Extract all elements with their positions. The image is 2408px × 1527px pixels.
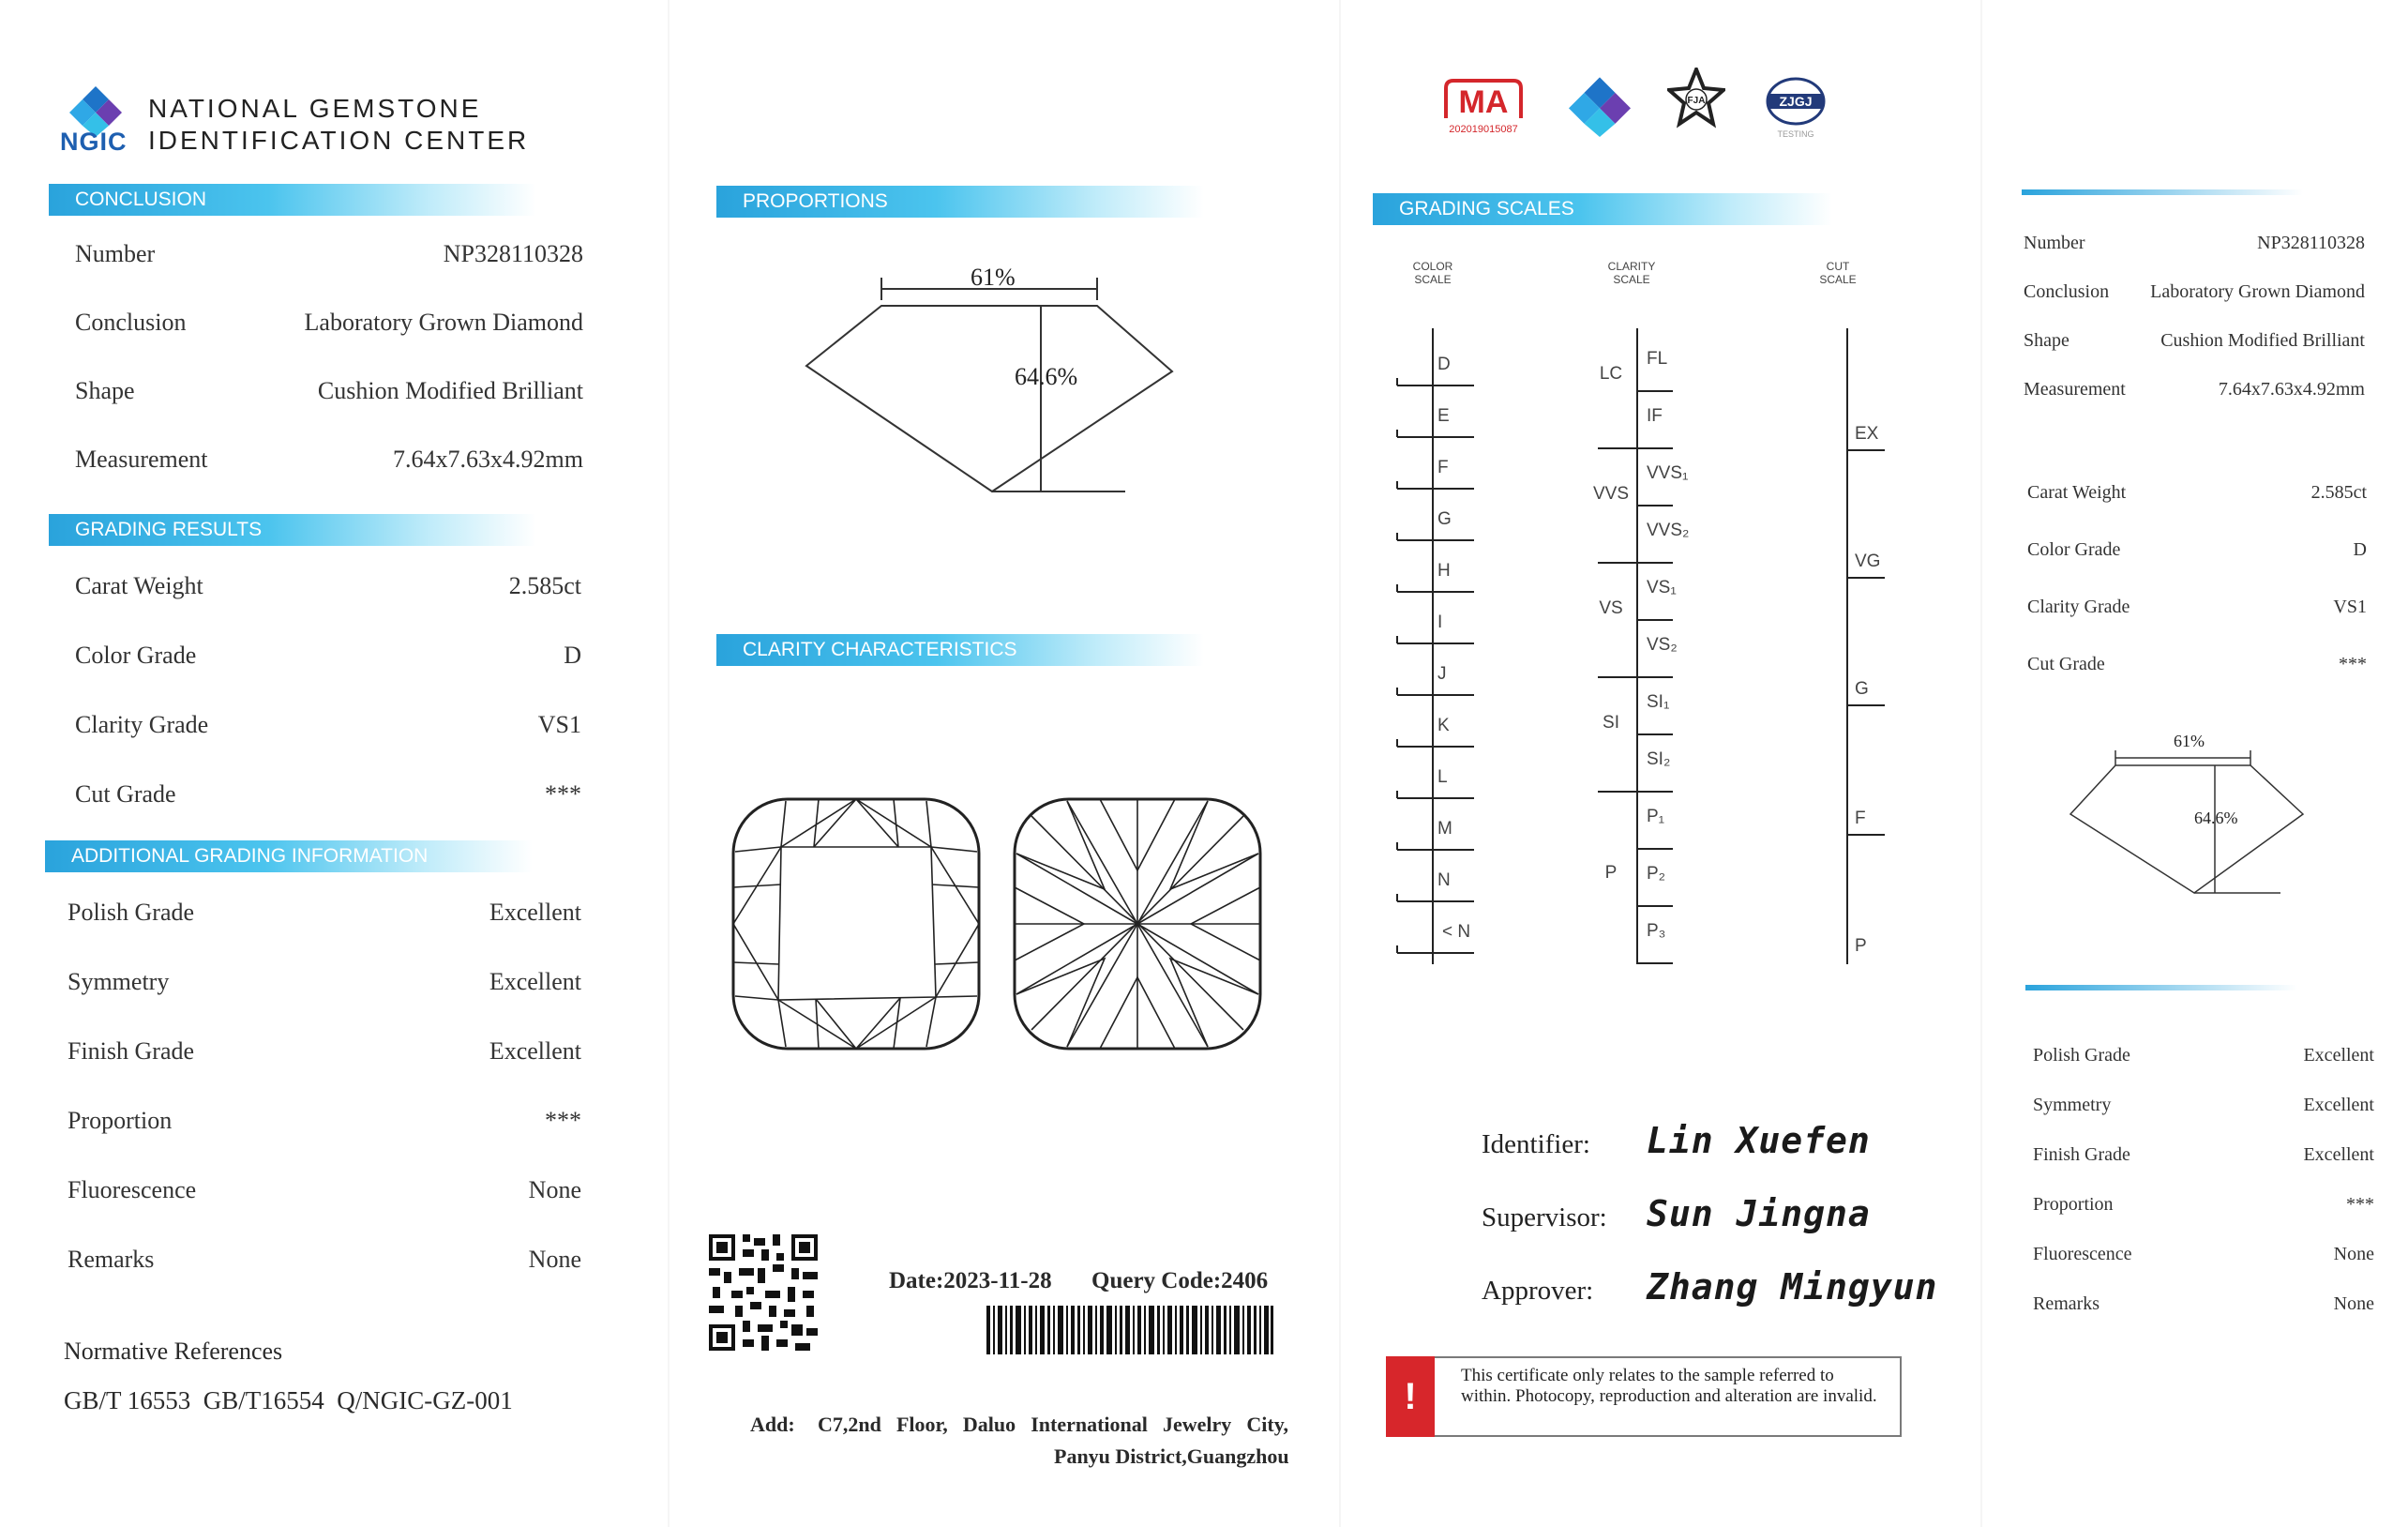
cut-grade-label: F [1855, 809, 1866, 828]
fold-line [1339, 0, 1341, 1527]
additional-info-label: Remarks [68, 1246, 155, 1273]
grading-result-value: 2.585ct [508, 572, 581, 599]
clarity-grade-label: P₂ [1647, 864, 1666, 884]
clarity-grade-label: VVS₁ [1647, 463, 1689, 483]
org-name-line2: IDENTIFICATION CENTER [148, 126, 530, 155]
color-grade-label: < N [1442, 922, 1471, 942]
scale-title: SCALE [1613, 273, 1650, 286]
pavilion-view-diagram [1011, 795, 1266, 1054]
fold-line [668, 0, 670, 1527]
clarity-characteristics-bar: CLARITY CHARACTERISTICS [716, 634, 1204, 666]
summary-mid-rule [2025, 985, 2297, 990]
clarity-grade-label: SI₁ [1647, 692, 1670, 712]
summary-grade-label: Cut Grade [2027, 654, 2105, 674]
summary-top-row [2024, 281, 2365, 311]
cut-grade-label: VG [1855, 552, 1881, 571]
summary-finish-label: Remarks [2033, 1293, 2100, 1314]
grading-result-label: Color Grade [75, 642, 197, 669]
conclusion-label: Number [75, 240, 156, 267]
summary-finish-value: Excellent [2303, 1045, 2374, 1066]
org-name-line1: NATIONAL GEMSTONE [148, 94, 482, 123]
clarity-grade-label: VS₁ [1647, 578, 1677, 597]
summary-depth-percent: 64.6% [2194, 809, 2238, 827]
summary-top-value: NP328110328 [2257, 233, 2365, 253]
signature-role: Supervisor: [1482, 1202, 1607, 1232]
cma-seal-icon [1440, 75, 1527, 128]
summary-grade-value: *** [2339, 654, 2367, 674]
summary-finish-value: None [2333, 1244, 2374, 1264]
additional-info-row [68, 1107, 581, 1137]
notice-box [1386, 1356, 1902, 1437]
clarity-grade-label: SI₂ [1647, 749, 1671, 769]
color-grade-label: F [1437, 458, 1449, 477]
grading-scales-chart [1388, 253, 1885, 975]
clarity-group-label: P [1604, 863, 1618, 883]
additional-info-row [68, 899, 581, 929]
summary-finish-label: Finish Grade [2033, 1144, 2130, 1165]
additional-info-label: Proportion [68, 1107, 173, 1134]
summary-finish-row [2033, 1045, 2374, 1075]
grading-result-row [75, 572, 581, 602]
barcode [986, 1306, 1273, 1354]
conclusion-row [75, 377, 583, 407]
additional-info-value: Excellent [489, 1037, 581, 1065]
conclusion-value: Cushion Modified Brilliant [317, 377, 583, 404]
summary-top-row [2024, 330, 2365, 360]
table-percent: 61% [971, 264, 1016, 291]
grading-result-value: VS1 [537, 711, 581, 738]
clarity-grade-label: IF [1647, 406, 1663, 426]
summary-grade-label: Clarity Grade [2027, 597, 2130, 617]
additional-info-label: Finish Grade [68, 1037, 195, 1065]
conclusion-value: 7.64x7.63x4.92mm [393, 446, 583, 473]
summary-grade-label: Carat Weight [2027, 482, 2127, 503]
conclusion-label: Conclusion [75, 309, 187, 336]
normative-title: Normative References [64, 1338, 283, 1365]
clarity-group-label: VS [1599, 598, 1623, 618]
summary-table-percent: 61% [2174, 732, 2205, 750]
additional-info-bar: ADDITIONAL GRADING INFORMATION [45, 840, 533, 872]
normative-refs: GB/T 16553 GB/T16554 Q/NGIC-GZ-001 [64, 1386, 513, 1414]
summary-grade-row [2027, 597, 2367, 627]
grading-result-value: *** [545, 780, 581, 808]
query-code: Query Code:2406 [1091, 1268, 1269, 1293]
grading-result-row [75, 642, 581, 672]
clarity-group-label: SI [1603, 713, 1619, 733]
fja-text: FJA [1687, 96, 1706, 106]
conclusion-row [75, 446, 583, 476]
summary-grade-value: VS1 [2333, 597, 2367, 617]
additional-info-row [68, 1246, 581, 1276]
summary-top-label: Conclusion [2024, 281, 2110, 302]
org-abbr: NGIC [60, 128, 128, 156]
summary-finish-row [2033, 1144, 2374, 1174]
color-grade-label: D [1437, 355, 1451, 374]
grading-result-row [75, 780, 581, 810]
issue-date: Date:2023-11-28 [889, 1268, 1052, 1293]
ngic-diamond-logo-icon [1564, 75, 1635, 137]
summary-finish-label: Fluorescence [2033, 1244, 2132, 1264]
warning-icon: ! [1386, 1356, 1435, 1437]
signature-name: Sun Jingna [1647, 1193, 1871, 1234]
conclusion-value: Laboratory Grown Diamond [304, 309, 583, 336]
clarity-grade-label: VS₂ [1647, 635, 1678, 655]
fold-line [1980, 0, 1982, 1527]
color-grade-label: K [1437, 716, 1450, 735]
summary-top-label: Measurement [2024, 379, 2126, 400]
notice-text: This certificate only relates to the sample referred to within. Photocopy, reproduction and alteration are invalid. [1461, 1366, 1877, 1406]
zjgj-logo-icon [1763, 75, 1829, 143]
summary-grade-row [2027, 539, 2367, 569]
additional-info-value: *** [545, 1107, 581, 1134]
summary-finish-label: Proportion [2033, 1194, 2114, 1215]
address-label: Add: [750, 1413, 795, 1436]
color-grade-label: M [1437, 819, 1452, 839]
summary-grade-row [2027, 654, 2367, 684]
grading-results-bar: GRADING RESULTS [49, 514, 536, 546]
address-line2: Panyu District,Guangzhou [1054, 1444, 1289, 1468]
summary-top-row [2024, 233, 2365, 263]
color-grade-label: J [1437, 664, 1447, 684]
summary-top-value: 7.64x7.63x4.92mm [2218, 379, 2365, 400]
conclusion-row [75, 240, 583, 270]
summary-top-value: Laboratory Grown Diamond [2150, 281, 2365, 302]
conclusion-row [75, 309, 583, 339]
grading-result-label: Carat Weight [75, 572, 203, 599]
grading-result-row [75, 711, 581, 741]
scale-title: SCALE [1819, 273, 1857, 286]
scale-title: CUT [1826, 260, 1850, 273]
summary-finish-row [2033, 1244, 2374, 1274]
conclusion-label: Measurement [75, 446, 208, 473]
signature-role: Identifier: [1482, 1129, 1590, 1159]
clarity-grade-label: VVS₂ [1647, 521, 1690, 540]
summary-finish-value: None [2333, 1293, 2374, 1314]
color-grade-label: G [1437, 509, 1452, 529]
additional-info-value: Excellent [489, 899, 581, 926]
cma-text: MA [1458, 84, 1509, 120]
scale-title: SCALE [1414, 273, 1452, 286]
conclusion-value: NP328110328 [443, 240, 583, 267]
additional-info-label: Fluorescence [68, 1176, 197, 1203]
cut-grade-label: EX [1855, 424, 1879, 444]
grading-result-label: Clarity Grade [75, 711, 209, 738]
qr-code [709, 1234, 818, 1351]
additional-info-value: None [528, 1246, 581, 1273]
summary-finish-label: Polish Grade [2033, 1045, 2130, 1066]
additional-info-value: Excellent [489, 968, 581, 995]
summary-grade-row [2027, 482, 2367, 512]
conclusion-bar: CONCLUSION [49, 184, 536, 216]
clarity-group-label: LC [1599, 364, 1623, 384]
cut-grade-label: P [1855, 936, 1867, 956]
summary-top-rule [2022, 189, 2303, 195]
signature-name: Zhang Mingyun [1647, 1266, 1938, 1308]
fja-star-icon [1667, 68, 1725, 129]
summary-finish-value: *** [2346, 1194, 2374, 1215]
cma-number: 202019015087 [1449, 124, 1518, 135]
color-grade-label: L [1437, 767, 1448, 787]
summary-top-value: Cushion Modified Brilliant [2160, 330, 2365, 351]
clarity-grade-label: FL [1647, 349, 1668, 369]
scale-title: CLARITY [1607, 260, 1656, 273]
depth-percent: 64.6% [1015, 363, 1078, 390]
zjgj-text: ZJGJ [1779, 94, 1813, 109]
summary-finish-label: Symmetry [2033, 1095, 2112, 1115]
summary-finish-value: Excellent [2303, 1095, 2374, 1115]
clarity-grade-label: P₁ [1647, 807, 1665, 826]
grading-result-label: Cut Grade [75, 780, 176, 808]
summary-grade-value: D [2353, 539, 2367, 560]
grading-result-value: D [564, 642, 581, 669]
clarity-group-label: VVS [1592, 484, 1630, 504]
summary-finish-row [2033, 1194, 2374, 1224]
cut-grade-label: G [1855, 679, 1869, 699]
color-grade-label: I [1437, 612, 1443, 632]
summary-grade-label: Color Grade [2027, 539, 2121, 560]
summary-top-label: Number [2024, 233, 2085, 253]
summary-finish-row [2033, 1293, 2374, 1323]
address-line1: C7,2nd Floor, Daluo International Jewelry City, [818, 1413, 1288, 1436]
summary-finish-value: Excellent [2303, 1144, 2374, 1165]
color-grade-label: N [1437, 870, 1451, 890]
proportion-diagram [788, 263, 1200, 506]
summary-grade-value: 2.585ct [2310, 482, 2367, 503]
summary-top-row [2024, 379, 2365, 409]
conclusion-label: Shape [75, 377, 135, 404]
additional-info-label: Polish Grade [68, 899, 195, 926]
additional-info-row [68, 1037, 581, 1067]
clarity-grade-label: P₃ [1647, 921, 1666, 941]
additional-info-label: Symmetry [68, 968, 170, 995]
proportions-bar: PROPORTIONS [716, 186, 1204, 218]
signature-role: Approver: [1482, 1276, 1594, 1306]
signature-name: Lin Xuefen [1647, 1120, 1871, 1161]
summary-top-label: Shape [2024, 330, 2069, 351]
additional-info-value: None [528, 1176, 581, 1203]
zjgj-sub: TESTING [1777, 129, 1814, 139]
color-grade-label: E [1437, 406, 1450, 426]
color-grade-label: H [1437, 561, 1451, 581]
summary-proportion-diagram [2063, 728, 2307, 902]
additional-info-row [68, 1176, 581, 1206]
grading-scales-bar: GRADING SCALES [1373, 193, 1832, 225]
cma-logo [1440, 75, 1527, 141]
summary-finish-row [2033, 1095, 2374, 1125]
scale-title: COLOR [1412, 260, 1453, 273]
additional-info-row [68, 968, 581, 998]
crown-view-diagram [730, 795, 985, 1054]
